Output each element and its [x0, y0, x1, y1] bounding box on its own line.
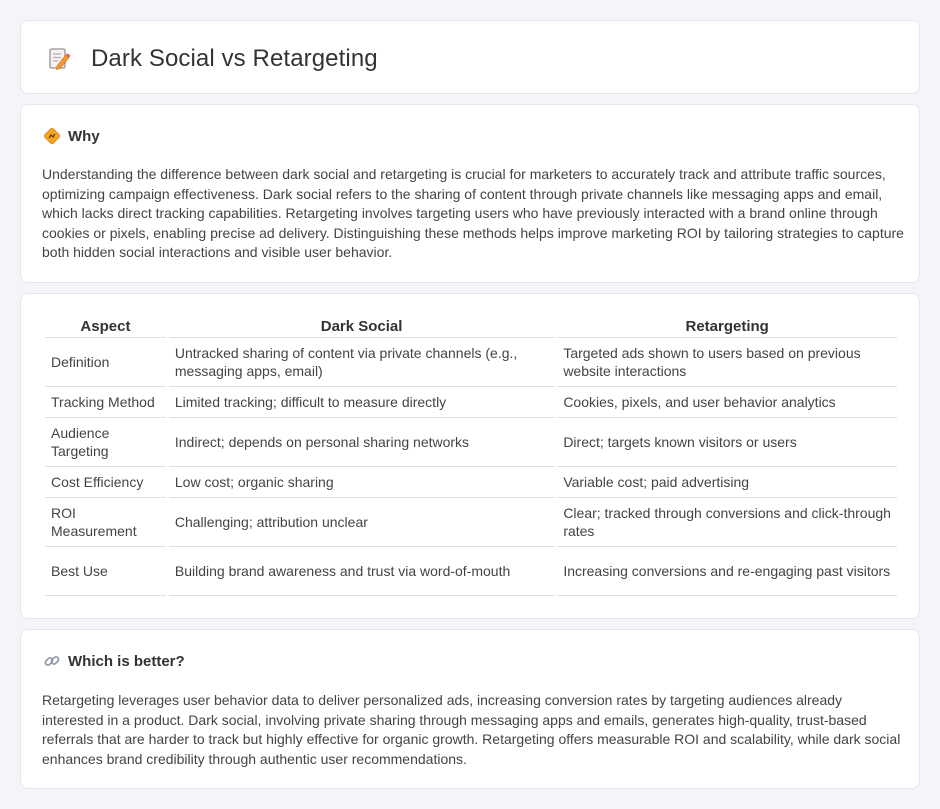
table-row	[45, 387, 897, 418]
dark-social-cell: Indirect; depends on personal sharing networks	[169, 418, 554, 467]
better-heading: Which is better?	[68, 652, 185, 670]
comparison-table	[42, 314, 900, 596]
dark-social-cell: Building brand awareness and trust via word-of-mouth	[169, 547, 554, 596]
why-heading-row	[43, 127, 100, 145]
table-row	[45, 498, 897, 547]
header-retargeting: Retargeting	[557, 314, 897, 338]
link-icon	[43, 652, 61, 670]
diamond-sign-icon	[43, 127, 61, 145]
dark-social-cell: Untracked sharing of content via private channels (e.g., messaging apps, email)	[169, 338, 554, 387]
retargeting-cell: Targeted ads shown to users based on previous website interactions	[557, 338, 897, 387]
page-title: Dark Social vs Retargeting	[91, 45, 378, 72]
table-row	[45, 418, 897, 467]
aspect-cell: Cost Efficiency	[45, 467, 166, 498]
table-row	[45, 467, 897, 498]
better-heading-row	[43, 652, 185, 670]
better-paragraph: Retargeting leverages user behavior data to deliver personalized ads, increasing conversion rates by targeting audiences already interested in a product. Dark social, involving private sharing through messaging apps and emails, generates high-quality, trust-based referrals that are harder to track but highly effective for organic growth. Retargeting offers measurable ROI and scalability, while dark social enhances brand credibility through authentic user recommendations.	[42, 692, 901, 767]
retargeting-cell: Increasing conversions and re-engaging past visitors	[557, 547, 897, 596]
aspect-cell: Definition	[45, 338, 166, 387]
why-section	[20, 104, 920, 283]
aspect-cell: Best Use	[45, 547, 166, 596]
why-heading: Why	[68, 127, 100, 145]
retargeting-cell: Variable cost; paid advertising	[557, 467, 897, 498]
table-header-row	[45, 314, 897, 338]
retargeting-cell: Direct; targets known visitors or users	[557, 418, 897, 467]
title-row	[45, 45, 378, 73]
aspect-cell: Audience Targeting	[45, 418, 166, 467]
table-row	[45, 338, 897, 387]
aspect-cell: Tracking Method	[45, 387, 166, 418]
why-paragraph: Understanding the difference between dark social and retargeting is crucial for marketers to accurately track and attribute traffic sources, optimizing campaign effectiveness. Dark social refers to the sharing of content through private channels like messaging apps and email, which lacks direct tracking capabilities. Retargeting involves targeting users who have previously interacted with a brand online through cookies or pixels, enabling precise ad delivery. Distinguishing these methods helps improve marketing ROI by tailoring strategies to capture both hidden social interactions and visible user behavior.	[42, 166, 904, 260]
document-pencil-icon	[45, 46, 75, 72]
header-card	[20, 20, 920, 94]
comparison-section	[20, 293, 920, 619]
which-is-better-section	[20, 629, 920, 789]
retargeting-cell: Clear; tracked through conversions and click-through rates	[557, 498, 897, 547]
dark-social-cell: Low cost; organic sharing	[169, 467, 554, 498]
table-row	[45, 547, 897, 596]
aspect-cell: ROI Measurement	[45, 498, 166, 547]
dark-social-cell: Limited tracking; difficult to measure directly	[169, 387, 554, 418]
retargeting-cell: Cookies, pixels, and user behavior analytics	[557, 387, 897, 418]
dark-social-cell: Challenging; attribution unclear	[169, 498, 554, 547]
header-dark-social: Dark Social	[169, 314, 554, 338]
header-aspect: Aspect	[45, 314, 166, 338]
